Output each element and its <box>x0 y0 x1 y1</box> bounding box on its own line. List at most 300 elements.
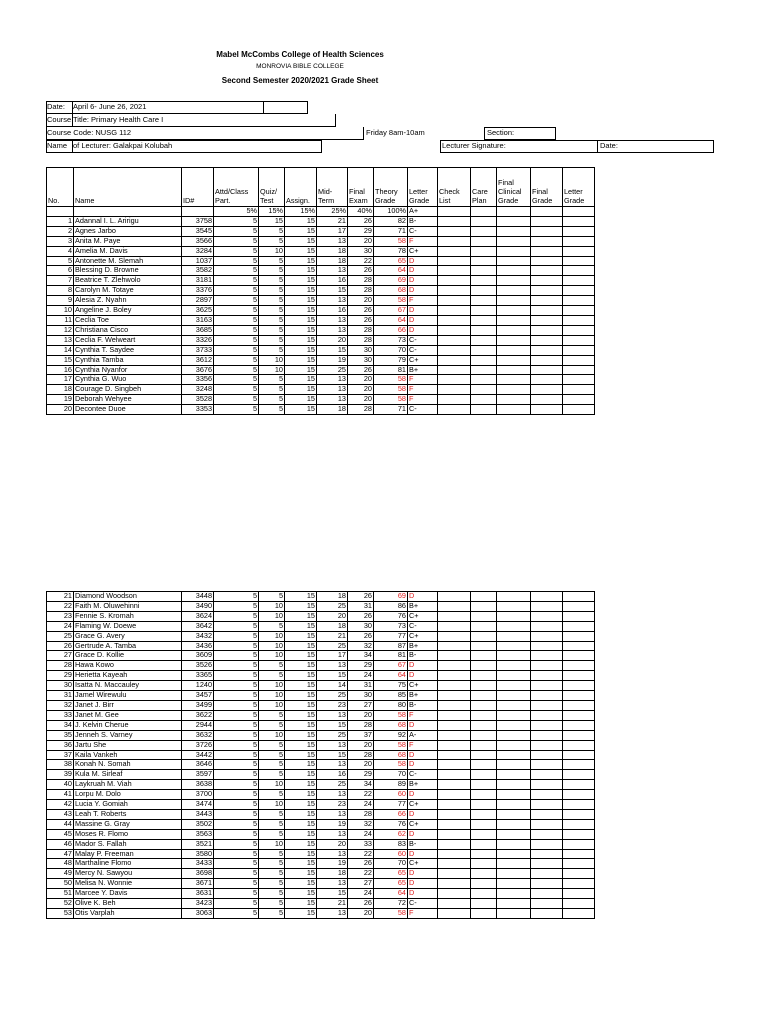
table-row <box>47 859 595 869</box>
letter-grade: F <box>408 740 438 750</box>
care-plan-cell <box>471 710 497 720</box>
check-list-cell <box>438 829 471 839</box>
table-row <box>47 700 595 710</box>
quiz-score: 10 <box>259 800 285 810</box>
column-header: Theory Grade <box>374 168 408 207</box>
student-id: 3436 <box>182 641 214 651</box>
student-id: 3671 <box>182 879 214 889</box>
check-list-cell <box>438 236 471 246</box>
care-plan-cell <box>471 395 497 405</box>
check-list-cell <box>438 849 471 859</box>
final-exam-score: 28 <box>348 809 374 819</box>
student-id: 3356 <box>182 375 214 385</box>
assignment-score: 15 <box>285 819 317 829</box>
midterm-score: 15 <box>317 345 348 355</box>
check-list-cell <box>438 889 471 899</box>
final-grade-cell <box>531 246 563 256</box>
final-grade-cell <box>531 365 563 375</box>
column-weight: A+ <box>408 207 438 217</box>
care-plan-cell <box>471 325 497 335</box>
student-id: 3726 <box>182 740 214 750</box>
final-exam-score: 26 <box>348 592 374 602</box>
table-row <box>47 671 595 681</box>
final-clinical-grade-cell <box>497 671 531 681</box>
table-row <box>47 800 595 810</box>
student-id: 3563 <box>182 829 214 839</box>
student-id: 3646 <box>182 760 214 770</box>
final-clinical-grade-cell <box>497 592 531 602</box>
care-plan-cell <box>471 611 497 621</box>
final-letter-grade-cell <box>563 365 595 375</box>
student-id: 3474 <box>182 800 214 810</box>
check-list-cell <box>438 809 471 819</box>
letter-grade: C+ <box>408 800 438 810</box>
student-name: Flaming W. Doewe <box>74 621 182 631</box>
date-label: Date: <box>47 102 65 111</box>
final-letter-grade-cell <box>563 839 595 849</box>
final-exam-score: 20 <box>348 296 374 306</box>
final-grade-cell <box>531 879 563 889</box>
student-number: 24 <box>47 621 74 631</box>
assignment-score: 15 <box>285 809 317 819</box>
care-plan-cell <box>471 216 497 226</box>
care-plan-cell <box>471 869 497 879</box>
student-name: J. Kelvin Cherue <box>74 720 182 730</box>
care-plan-cell <box>471 315 497 325</box>
assignment-score: 15 <box>285 621 317 631</box>
assignment-score: 15 <box>285 385 317 395</box>
student-name: Kula M. Sirleaf <box>74 770 182 780</box>
student-id: 3624 <box>182 611 214 621</box>
care-plan-cell <box>471 691 497 701</box>
check-list-cell <box>438 661 471 671</box>
check-list-cell <box>438 879 471 889</box>
quiz-score: 10 <box>259 651 285 661</box>
assignment-score: 15 <box>285 889 317 899</box>
table-row <box>47 651 595 661</box>
care-plan-cell <box>471 365 497 375</box>
theory-grade: 77 <box>374 800 408 810</box>
college-name: Mabel McCombs College of Health Sciences <box>216 50 384 59</box>
column-header: Final Clinical Grade <box>497 168 531 207</box>
student-number: 43 <box>47 809 74 819</box>
final-letter-grade-cell <box>563 266 595 276</box>
course-info <box>46 101 714 153</box>
column-header: Care Plan <box>471 168 497 207</box>
final-exam-score: 24 <box>348 800 374 810</box>
quiz-score: 5 <box>259 671 285 681</box>
letter-grade: D <box>408 790 438 800</box>
lecturer-label: Name <box>47 141 68 150</box>
attendance-score: 5 <box>214 226 259 236</box>
final-grade-cell <box>531 859 563 869</box>
midterm-score: 25 <box>317 365 348 375</box>
quiz-score: 5 <box>259 760 285 770</box>
attendance-score: 5 <box>214 909 259 919</box>
final-clinical-grade-cell <box>497 375 531 385</box>
student-name: Anita M. Paye <box>74 236 182 246</box>
theory-grade: 58 <box>374 296 408 306</box>
care-plan-cell <box>471 829 497 839</box>
attendance-score: 5 <box>214 720 259 730</box>
final-grade-cell <box>531 819 563 829</box>
final-letter-grade-cell <box>563 720 595 730</box>
student-id: 3526 <box>182 661 214 671</box>
assignment-score: 15 <box>285 266 317 276</box>
care-plan-cell <box>471 601 497 611</box>
letter-grade: D <box>408 720 438 730</box>
letter-grade: B+ <box>408 641 438 651</box>
assignment-score: 15 <box>285 879 317 889</box>
empty-cell <box>182 207 214 217</box>
student-number: 29 <box>47 671 74 681</box>
final-letter-grade-cell <box>563 809 595 819</box>
quiz-score: 5 <box>259 405 285 415</box>
final-exam-score: 26 <box>348 216 374 226</box>
final-letter-grade-cell <box>563 611 595 621</box>
final-grade-cell <box>531 691 563 701</box>
student-number: 49 <box>47 869 74 879</box>
student-id: 3758 <box>182 216 214 226</box>
check-list-cell <box>438 286 471 296</box>
final-grade-cell <box>531 710 563 720</box>
letter-grade: B- <box>408 700 438 710</box>
final-letter-grade-cell <box>563 325 595 335</box>
student-name: Courage D. Singbeh <box>74 385 182 395</box>
final-letter-grade-cell <box>563 681 595 691</box>
final-letter-grade-cell <box>563 276 595 286</box>
letter-grade: C- <box>408 226 438 236</box>
final-clinical-grade-cell <box>497 730 531 740</box>
assignment-score: 15 <box>285 325 317 335</box>
student-number: 6 <box>47 266 74 276</box>
student-number: 51 <box>47 889 74 899</box>
final-clinical-grade-cell <box>497 819 531 829</box>
midterm-score: 23 <box>317 800 348 810</box>
student-number: 10 <box>47 306 74 316</box>
theory-grade: 68 <box>374 720 408 730</box>
quiz-score: 5 <box>259 879 285 889</box>
student-number: 18 <box>47 385 74 395</box>
quiz-score: 10 <box>259 611 285 621</box>
final-clinical-grade-cell <box>497 385 531 395</box>
attendance-score: 5 <box>214 809 259 819</box>
theory-grade: 68 <box>374 750 408 760</box>
final-grade-cell <box>531 592 563 602</box>
student-id: 3448 <box>182 592 214 602</box>
final-grade-cell <box>531 909 563 919</box>
theory-grade: 58 <box>374 236 408 246</box>
student-id: 3284 <box>182 246 214 256</box>
midterm-score: 19 <box>317 355 348 365</box>
care-plan-cell <box>471 740 497 750</box>
final-clinical-grade-cell <box>497 800 531 810</box>
student-id: 3163 <box>182 315 214 325</box>
column-weight: 5% <box>214 207 259 217</box>
assignment-score: 15 <box>285 750 317 760</box>
student-number: 28 <box>47 661 74 671</box>
final-clinical-grade-cell <box>497 325 531 335</box>
theory-grade: 76 <box>374 819 408 829</box>
final-clinical-grade-cell <box>497 740 531 750</box>
affiliation: MONROVIA BIBLE COLLEGE <box>256 63 344 70</box>
final-clinical-grade-cell <box>497 681 531 691</box>
student-number: 52 <box>47 899 74 909</box>
final-grade-cell <box>531 345 563 355</box>
midterm-score: 20 <box>317 839 348 849</box>
student-name: Carolyn M. Totaye <box>74 286 182 296</box>
final-grade-cell <box>531 375 563 385</box>
assignment-score: 15 <box>285 691 317 701</box>
check-list-cell <box>438 770 471 780</box>
final-letter-grade-cell <box>563 819 595 829</box>
midterm-score: 18 <box>317 246 348 256</box>
quiz-score: 5 <box>259 315 285 325</box>
final-clinical-grade-cell <box>497 809 531 819</box>
attendance-score: 5 <box>214 859 259 869</box>
final-clinical-grade-cell <box>497 839 531 849</box>
letter-grade: B+ <box>408 365 438 375</box>
table-row <box>47 296 595 306</box>
quiz-score: 15 <box>259 216 285 226</box>
check-list-cell <box>438 345 471 355</box>
final-clinical-grade-cell <box>497 335 531 345</box>
final-exam-score: 30 <box>348 691 374 701</box>
midterm-score: 19 <box>317 819 348 829</box>
assignment-score: 15 <box>285 216 317 226</box>
care-plan-cell <box>471 355 497 365</box>
quiz-score: 5 <box>259 859 285 869</box>
attendance-score: 5 <box>214 829 259 839</box>
signature-date-label: Date: <box>600 141 618 150</box>
table-row <box>47 691 595 701</box>
student-id: 3376 <box>182 286 214 296</box>
final-clinical-grade-cell <box>497 661 531 671</box>
empty-cell <box>563 207 595 217</box>
quiz-score: 5 <box>259 592 285 602</box>
student-number: 9 <box>47 296 74 306</box>
theory-grade: 65 <box>374 879 408 889</box>
attendance-score: 5 <box>214 700 259 710</box>
student-id: 3248 <box>182 385 214 395</box>
student-number: 50 <box>47 879 74 889</box>
midterm-score: 16 <box>317 306 348 316</box>
final-grade-cell <box>531 601 563 611</box>
theory-grade: 82 <box>374 216 408 226</box>
check-list-cell <box>438 216 471 226</box>
final-grade-cell <box>531 730 563 740</box>
final-exam-score: 28 <box>348 325 374 335</box>
student-number: 23 <box>47 611 74 621</box>
assignment-score: 15 <box>285 849 317 859</box>
quiz-score: 5 <box>259 236 285 246</box>
student-number: 41 <box>47 790 74 800</box>
final-exam-score: 26 <box>348 611 374 621</box>
final-clinical-grade-cell <box>497 869 531 879</box>
letter-grade: D <box>408 325 438 335</box>
quiz-score: 5 <box>259 296 285 306</box>
letter-grade: D <box>408 829 438 839</box>
student-name: Marthaline Flomo <box>74 859 182 869</box>
check-list-cell <box>438 325 471 335</box>
table-row <box>47 236 595 246</box>
midterm-score: 20 <box>317 611 348 621</box>
student-number: 21 <box>47 592 74 602</box>
final-clinical-grade-cell <box>497 829 531 839</box>
attendance-score: 5 <box>214 335 259 345</box>
midterm-score: 25 <box>317 641 348 651</box>
quiz-score: 5 <box>259 809 285 819</box>
check-list-cell <box>438 405 471 415</box>
care-plan-cell <box>471 385 497 395</box>
quiz-score: 5 <box>259 770 285 780</box>
letter-grade: D <box>408 306 438 316</box>
quiz-score: 5 <box>259 395 285 405</box>
attendance-score: 5 <box>214 661 259 671</box>
table-row <box>47 226 595 236</box>
quiz-score: 10 <box>259 246 285 256</box>
quiz-score: 5 <box>259 849 285 859</box>
attendance-score: 5 <box>214 730 259 740</box>
student-name: Lorpu M. Dolo <box>74 790 182 800</box>
student-id: 3326 <box>182 335 214 345</box>
attendance-score: 5 <box>214 839 259 849</box>
student-id: 3365 <box>182 671 214 681</box>
midterm-score: 25 <box>317 730 348 740</box>
student-name: Cynthia T. Saydee <box>74 345 182 355</box>
signature-label: Lecturer Signature: <box>442 141 506 150</box>
student-name: Melisa N. Wonnie <box>74 879 182 889</box>
final-exam-score: 20 <box>348 395 374 405</box>
student-id: 2944 <box>182 720 214 730</box>
final-grade-cell <box>531 780 563 790</box>
final-exam-score: 32 <box>348 641 374 651</box>
assignment-score: 15 <box>285 355 317 365</box>
empty-cell <box>74 207 182 217</box>
quiz-score: 10 <box>259 691 285 701</box>
final-grade-cell <box>531 809 563 819</box>
letter-grade: D <box>408 592 438 602</box>
student-name: Faith M. Oluwehinni <box>74 601 182 611</box>
final-grade-cell <box>531 325 563 335</box>
final-letter-grade-cell <box>563 601 595 611</box>
quiz-score: 5 <box>259 325 285 335</box>
letter-grade: D <box>408 849 438 859</box>
final-exam-score: 27 <box>348 879 374 889</box>
attendance-score: 5 <box>214 869 259 879</box>
student-id: 3457 <box>182 691 214 701</box>
course-code: Course Code: NUSG 112 <box>47 128 132 137</box>
student-number: 3 <box>47 236 74 246</box>
student-name: Decontee Duoe <box>74 405 182 415</box>
letter-grade: B- <box>408 651 438 661</box>
quiz-score: 5 <box>259 899 285 909</box>
midterm-score: 16 <box>317 276 348 286</box>
final-grade-cell <box>531 226 563 236</box>
table-row <box>47 710 595 720</box>
theory-grade: 62 <box>374 829 408 839</box>
theory-grade: 76 <box>374 611 408 621</box>
care-plan-cell <box>471 839 497 849</box>
student-number: 12 <box>47 325 74 335</box>
final-exam-score: 20 <box>348 710 374 720</box>
table-row <box>47 849 595 859</box>
student-id: 3733 <box>182 345 214 355</box>
theory-grade: 64 <box>374 266 408 276</box>
lecturer-name: of Lecturer: Galakpai Kolubah <box>73 141 173 150</box>
care-plan-cell <box>471 306 497 316</box>
final-grade-cell <box>531 790 563 800</box>
assignment-score: 15 <box>285 899 317 909</box>
midterm-score: 18 <box>317 869 348 879</box>
letter-grade: F <box>408 375 438 385</box>
assignment-score: 15 <box>285 780 317 790</box>
care-plan-cell <box>471 681 497 691</box>
theory-grade: 83 <box>374 839 408 849</box>
care-plan-cell <box>471 879 497 889</box>
student-name: Adannal I. L. Aririgu <box>74 216 182 226</box>
theory-grade: 60 <box>374 849 408 859</box>
final-clinical-grade-cell <box>497 256 531 266</box>
student-name: Amelia M. Davis <box>74 246 182 256</box>
final-grade-cell <box>531 750 563 760</box>
final-exam-score: 27 <box>348 700 374 710</box>
column-header: Mid- Term <box>317 168 348 207</box>
student-id: 3442 <box>182 750 214 760</box>
final-exam-score: 28 <box>348 335 374 345</box>
final-exam-score: 29 <box>348 770 374 780</box>
final-exam-score: 29 <box>348 661 374 671</box>
assignment-score: 15 <box>285 395 317 405</box>
attendance-score: 5 <box>214 780 259 790</box>
care-plan-cell <box>471 859 497 869</box>
care-plan-cell <box>471 770 497 780</box>
table-row <box>47 315 595 325</box>
table-row <box>47 246 595 256</box>
check-list-cell <box>438 296 471 306</box>
column-weight: 40% <box>348 207 374 217</box>
care-plan-cell <box>471 909 497 919</box>
table-row <box>47 829 595 839</box>
theory-grade: 65 <box>374 869 408 879</box>
letter-grade: F <box>408 909 438 919</box>
table-row <box>47 750 595 760</box>
quiz-score: 5 <box>259 385 285 395</box>
letter-grade: D <box>408 266 438 276</box>
final-letter-grade-cell <box>563 651 595 661</box>
final-exam-score: 22 <box>348 869 374 879</box>
column-header: No. <box>47 168 74 207</box>
final-clinical-grade-cell <box>497 345 531 355</box>
student-number: 34 <box>47 720 74 730</box>
care-plan-cell <box>471 730 497 740</box>
final-letter-grade-cell <box>563 909 595 919</box>
quiz-score: 5 <box>259 710 285 720</box>
column-weight: 15% <box>285 207 317 217</box>
student-number: 46 <box>47 839 74 849</box>
final-clinical-grade-cell <box>497 790 531 800</box>
midterm-score: 18 <box>317 405 348 415</box>
letter-grade: F <box>408 296 438 306</box>
check-list-cell <box>438 276 471 286</box>
theory-grade: 70 <box>374 345 408 355</box>
final-exam-score: 26 <box>348 631 374 641</box>
assignment-score: 15 <box>285 601 317 611</box>
care-plan-cell <box>471 345 497 355</box>
midterm-score: 23 <box>317 700 348 710</box>
table-row <box>47 661 595 671</box>
attendance-score: 5 <box>214 286 259 296</box>
